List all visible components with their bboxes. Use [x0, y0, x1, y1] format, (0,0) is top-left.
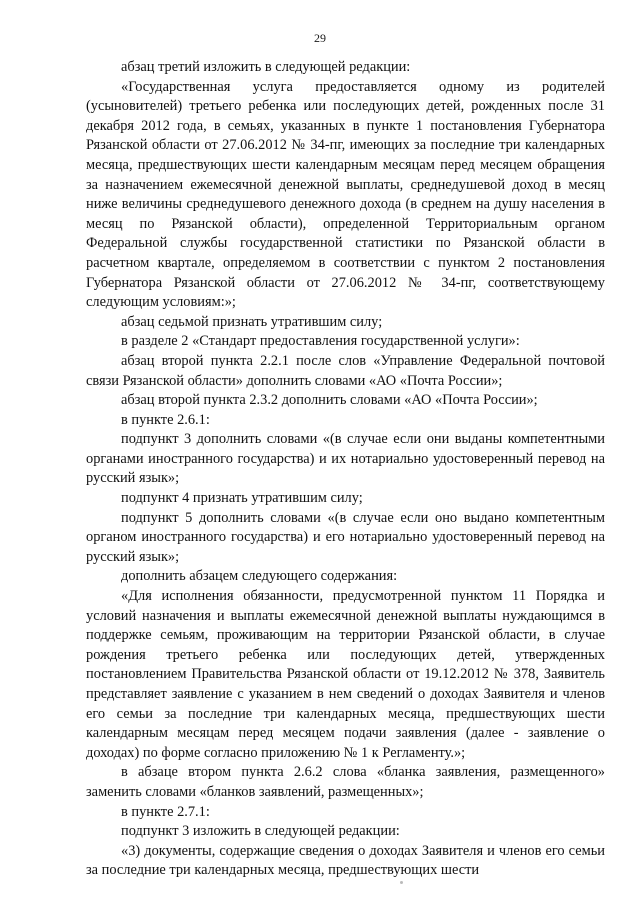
- paragraph-3: абзац седьмой признать утратившим силу;: [121, 313, 383, 330]
- document-body: [86, 58, 605, 881]
- paragraph-1: абзац третий изложить в следующей редакции:: [121, 59, 411, 75]
- paragraph-9: подпункт 4 признать утратившим силу;: [121, 490, 363, 507]
- paragraph-10: подпункт 5 дополнить словами «(в случае если оно выдано компетентным органом иностранного государства) и его нотариально удостоверенный перевод на русский язык»;: [86, 509, 605, 565]
- paragraph-5: абзац второй пункта 2.2.1 после слов «Управление Федеральной почтовой связи Рязанской области» дополнить словами «АО «Почта России»;: [86, 352, 605, 389]
- page-number: 29: [314, 31, 326, 45]
- paragraph-8: подпункт 3 дополнить словами «(в случае если они выданы компетентными органами иностранного государства) и их нотариально удостоверенный перевод на русский язык»;: [86, 431, 605, 487]
- paragraph-4: в разделе 2 «Стандарт предоставления государственной услуги»:: [121, 333, 520, 350]
- paragraph-6: абзац второй пункта 2.3.2 дополнить словами «АО «Почта России»;: [121, 392, 538, 409]
- paragraph-15: подпункт 3 изложить в следующей редакции:: [121, 823, 400, 840]
- paragraph-16: «3) документы, содержащие сведения о доходах Заявителя и членов его семьи за последние три календарных месяца, предшествующих шести: [86, 842, 605, 879]
- paragraph-11: дополнить абзацем следующего содержания:: [121, 568, 398, 585]
- paragraph-14: в пункте 2.7.1:: [121, 803, 210, 820]
- paragraph-7: в пункте 2.6.1:: [121, 411, 210, 428]
- paragraph-13: в абзаце втором пункта 2.6.2 слова «бланка заявления, размещенного» заменить словами «бланков заявлений, размещенных»;: [86, 764, 605, 800]
- paragraph-12: «Для исполнения обязанности, предусмотренной пунктом 11 Порядка и условий назначения и выплаты ежемесячной денежной выплаты нуждающимся в поддержке семьям, проживающим на территории Рязанской области, в случае рождения третьего ребенка или последующих детей, утвержденных постановлением Правительства Рязанской области от 19.12.2012 № 378, Заявитель представляет заявление с указанием в нем сведений о доходах Заявителя и членов его семьи за последние три календарных месяца, предшествующих шести календарным месяцам перед месяцем подачи заявления (далее - заявление о доходах) по форме согласно приложению № 1 к Регламенту.»;: [86, 588, 605, 761]
- scan-dot: [400, 881, 403, 884]
- paragraph-2: «Государственная услуга предоставляется одному из родителей (усыновителей) третьего ребенка или последующих детей, рожденных после 31 декабря 2012 года, в семьях, указанных в пункте 1 постановления Губернатора Рязанской области от 27.06.2012 № 34-пг, имеющих за последние три календарных месяца, предшествующих шести календарным месяцам перед месяцем обращения за назначением ежемесячной денежной выплаты, среднедушевой доход в месяц ниже величины среднедушевого денежного дохода (в среднем на душу населения в месяц по Рязанской области), определенной Территориальным органом Федеральной службы государственной статистики по Рязанской области в расчетном квартале, определяемом в соответствии с пунктом 2 постановления Губернатора Рязанской области от 27.06.2012 № 34-пг, соответствующему следующим условиям:»;: [86, 78, 605, 311]
